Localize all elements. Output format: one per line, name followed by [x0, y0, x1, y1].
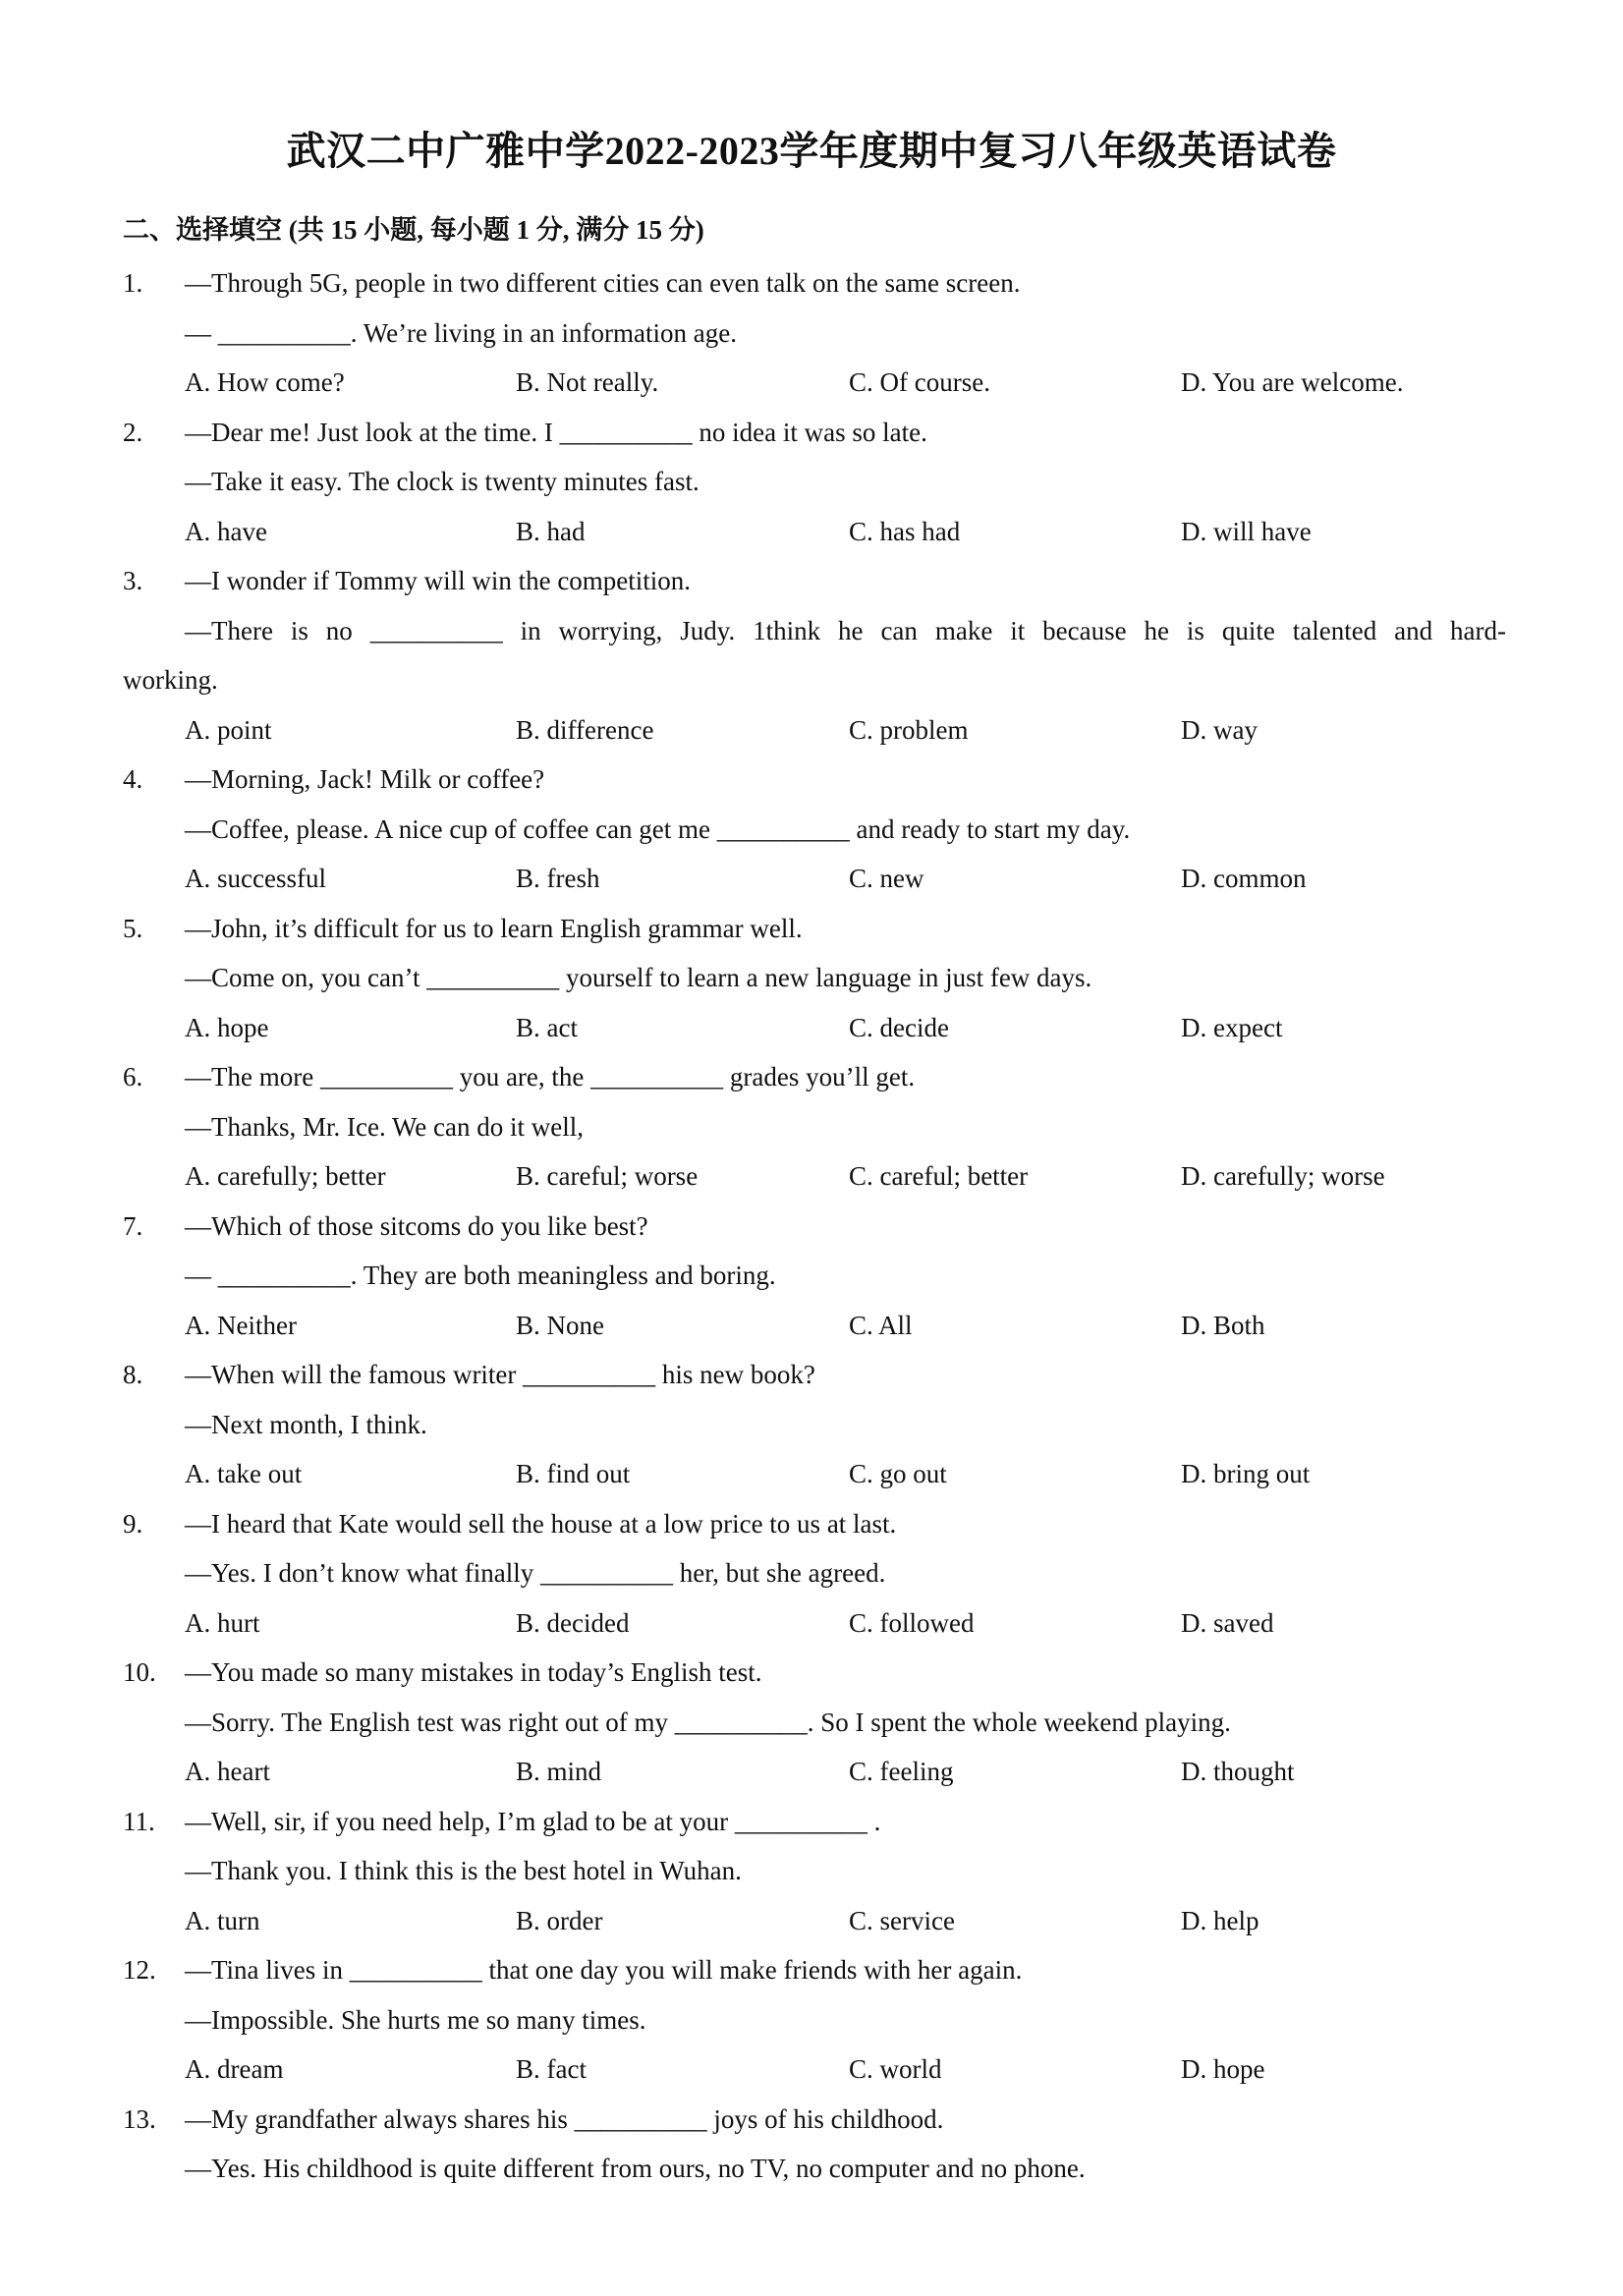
question-text: —Impossible. She hurts me so many times.	[185, 2004, 646, 2035]
question-text: —I heard that Kate would sell the house at a low price to us at last.	[185, 1508, 897, 1539]
option-b: B. difference	[516, 714, 654, 745]
question-text: —The more __________ you are, the __________ grades you’ll get.	[185, 1062, 916, 1092]
section-heading: 二、选择填空 (共 15 小题, 每小题 1 分, 满分 15 分)	[123, 215, 704, 245]
question-line	[0, 755, 1623, 805]
question-line	[0, 1648, 1623, 1698]
option-a: A. take out	[185, 1459, 303, 1488]
question-list	[0, 258, 1623, 2194]
question-text: —You made so many mistakes in today’s English test.	[185, 1657, 762, 1687]
option-a: A. carefully; better	[185, 1161, 386, 1191]
option-c: C. has had	[849, 516, 961, 546]
question-item	[0, 904, 1623, 1053]
question-line	[0, 408, 1623, 458]
option-c: C. go out	[849, 1459, 947, 1488]
option-c: C. world	[849, 2054, 942, 2084]
option-b: B. fresh	[516, 864, 600, 893]
question-line	[0, 1102, 1623, 1152]
question-text-continuation: working.	[123, 665, 218, 695]
question-text: —Through 5G, people in two different cities can even talk on the same screen.	[185, 268, 1021, 298]
question-item	[0, 1648, 1623, 1797]
question-line	[0, 655, 1623, 705]
question-text: — __________. They are both meaningless and boring.	[185, 1260, 776, 1290]
question-item	[0, 556, 1623, 755]
option-b: B. Not really.	[516, 367, 659, 397]
question-text: — __________. We’re living in an information age.	[185, 317, 737, 348]
question-line	[0, 1251, 1623, 1301]
question-text: —Coffee, please. A nice cup of coffee can get me __________ and ready to start my day.	[185, 813, 1131, 844]
question-line	[0, 457, 1623, 507]
question-item	[0, 1499, 1623, 1649]
question-line	[0, 1052, 1623, 1102]
option-a: A. hurt	[185, 1607, 260, 1638]
option-a: A. hope	[185, 1012, 269, 1042]
option-b: B. find out	[516, 1459, 631, 1488]
option-a: A. successful	[185, 864, 326, 893]
option-d: D. You are welcome.	[1181, 367, 1404, 397]
option-a: A. How come?	[185, 367, 345, 397]
question-text: —Yes. I don’t know what finally __________ her, but she agreed.	[185, 1558, 886, 1588]
answer-options	[0, 358, 1623, 408]
question-text: —John, it’s difficult for us to learn English grammar well.	[185, 913, 803, 943]
question-text: —My grandfather always shares his __________ joys of his childhood.	[185, 2103, 944, 2134]
option-d: D. expect	[1181, 1012, 1283, 1042]
question-line	[0, 953, 1623, 1003]
question-text: —Which of those sitcoms do you like best?	[185, 1210, 648, 1241]
question-item	[0, 1202, 1623, 1351]
question-line	[0, 2144, 1623, 2194]
question-line	[0, 1797, 1623, 1847]
question-line	[0, 1548, 1623, 1598]
option-d: D. help	[1181, 1905, 1259, 1935]
question-line	[0, 904, 1623, 954]
answer-options	[0, 1747, 1623, 1797]
option-b: B. order	[516, 1905, 603, 1935]
question-number: 13.	[123, 2103, 156, 2134]
option-d: D. bring out	[1181, 1459, 1311, 1488]
question-item	[0, 755, 1623, 904]
option-b: B. careful; worse	[516, 1161, 699, 1191]
option-b: B. had	[516, 516, 586, 546]
question-number: 11.	[123, 1806, 155, 1836]
question-text: —Sorry. The English test was right out of my __________. So I spent the whole weekend playing.	[185, 1707, 1231, 1737]
option-d: D. carefully; worse	[1181, 1161, 1385, 1191]
option-d: D. way	[1181, 714, 1258, 745]
option-b: B. act	[516, 1012, 578, 1042]
option-d: D. will have	[1181, 516, 1312, 546]
option-a: A. heart	[185, 1757, 270, 1786]
answer-options	[0, 854, 1623, 904]
question-text: —Take it easy. The clock is twenty minutes fast.	[185, 467, 700, 496]
option-a: A. dream	[185, 2054, 284, 2084]
option-c: C. followed	[849, 1607, 975, 1638]
question-number: 1.	[123, 268, 143, 298]
option-a: A. point	[185, 714, 272, 745]
answer-options	[0, 2044, 1623, 2095]
option-b: B. decided	[516, 1607, 630, 1638]
option-c: C. Of course.	[849, 367, 990, 397]
question-item	[0, 1350, 1623, 1499]
document-title: 武汉二中广雅中学2022-2023学年度期中复习八年级英语试卷	[286, 129, 1337, 173]
question-text: —There is no __________ in worrying, Judy. 1think he can make it because he is quite talented and hard-	[185, 615, 1506, 645]
question-text: —Dear me! Just look at the time. I __________ no idea it was so late.	[185, 417, 927, 447]
question-text: —I wonder if Tommy will win the competition.	[185, 566, 692, 595]
question-line	[0, 1350, 1623, 1400]
question-number: 2.	[123, 417, 143, 447]
question-line	[0, 2095, 1623, 2145]
question-text: —Come on, you can’t __________ yourself to learn a new language in just few days.	[185, 963, 1092, 992]
option-b: B. None	[516, 1310, 604, 1340]
question-line	[0, 556, 1623, 606]
option-c: C. new	[849, 864, 924, 893]
option-d: D. hope	[1181, 2054, 1265, 2084]
question-line	[0, 258, 1623, 308]
question-line	[0, 606, 1623, 656]
answer-options	[0, 1449, 1623, 1499]
question-text: —Thank you. I think this is the best hotel in Wuhan.	[185, 1856, 742, 1885]
answer-options	[0, 1151, 1623, 1202]
option-d: D. thought	[1181, 1757, 1295, 1786]
answer-options	[0, 507, 1623, 557]
option-c: C. All	[849, 1310, 913, 1340]
question-number: 10.	[123, 1657, 156, 1687]
question-number: 8.	[123, 1360, 143, 1389]
option-b: B. mind	[516, 1757, 602, 1786]
question-line	[0, 1945, 1623, 1995]
question-item	[0, 408, 1623, 557]
question-number: 7.	[123, 1210, 143, 1241]
question-text: —Morning, Jack! Milk or coffee?	[185, 764, 545, 794]
question-number: 3.	[123, 566, 143, 595]
answer-options	[0, 1598, 1623, 1649]
question-line	[0, 1698, 1623, 1748]
question-number: 6.	[123, 1062, 143, 1092]
answer-options	[0, 705, 1623, 756]
answer-options	[0, 1301, 1623, 1351]
question-line	[0, 1400, 1623, 1450]
option-d: D. common	[1181, 864, 1307, 893]
question-line	[0, 805, 1623, 855]
question-line	[0, 1846, 1623, 1896]
question-item	[0, 1052, 1623, 1202]
question-line	[0, 1202, 1623, 1252]
option-a: A. Neither	[185, 1310, 297, 1340]
question-item	[0, 1945, 1623, 2095]
question-number: 5.	[123, 913, 143, 943]
question-item	[0, 2095, 1623, 2194]
question-item	[0, 1797, 1623, 1946]
question-number: 12.	[123, 1955, 156, 1985]
option-c: C. service	[849, 1905, 955, 1935]
option-a: A. have	[185, 516, 267, 546]
answer-options	[0, 1003, 1623, 1053]
option-d: D. saved	[1181, 1607, 1274, 1638]
option-c: C. feeling	[849, 1757, 954, 1786]
answer-options	[0, 1896, 1623, 1946]
question-text: —Next month, I think.	[185, 1409, 427, 1439]
question-line	[0, 1995, 1623, 2045]
question-number: 4.	[123, 764, 143, 794]
option-a: A. turn	[185, 1905, 260, 1935]
question-text: —Tina lives in __________ that one day you will make friends with her again.	[185, 1955, 1023, 1985]
question-number: 9.	[123, 1508, 143, 1539]
question-text: —Well, sir, if you need help, I’m glad to be at your __________ .	[185, 1806, 881, 1836]
option-c: C. problem	[849, 714, 969, 745]
question-item	[0, 258, 1623, 408]
question-line	[0, 308, 1623, 359]
question-text: —When will the famous writer __________ his new book?	[185, 1360, 815, 1389]
option-c: C. careful; better	[849, 1161, 1029, 1191]
option-c: C. decide	[849, 1012, 949, 1042]
option-b: B. fact	[516, 2054, 587, 2084]
option-d: D. Both	[1181, 1310, 1265, 1340]
question-line	[0, 1499, 1623, 1549]
question-text: —Thanks, Mr. Ice. We can do it well,	[185, 1111, 584, 1142]
question-text: —Yes. His childhood is quite different from ours, no TV, no computer and no phone.	[185, 2154, 1086, 2183]
